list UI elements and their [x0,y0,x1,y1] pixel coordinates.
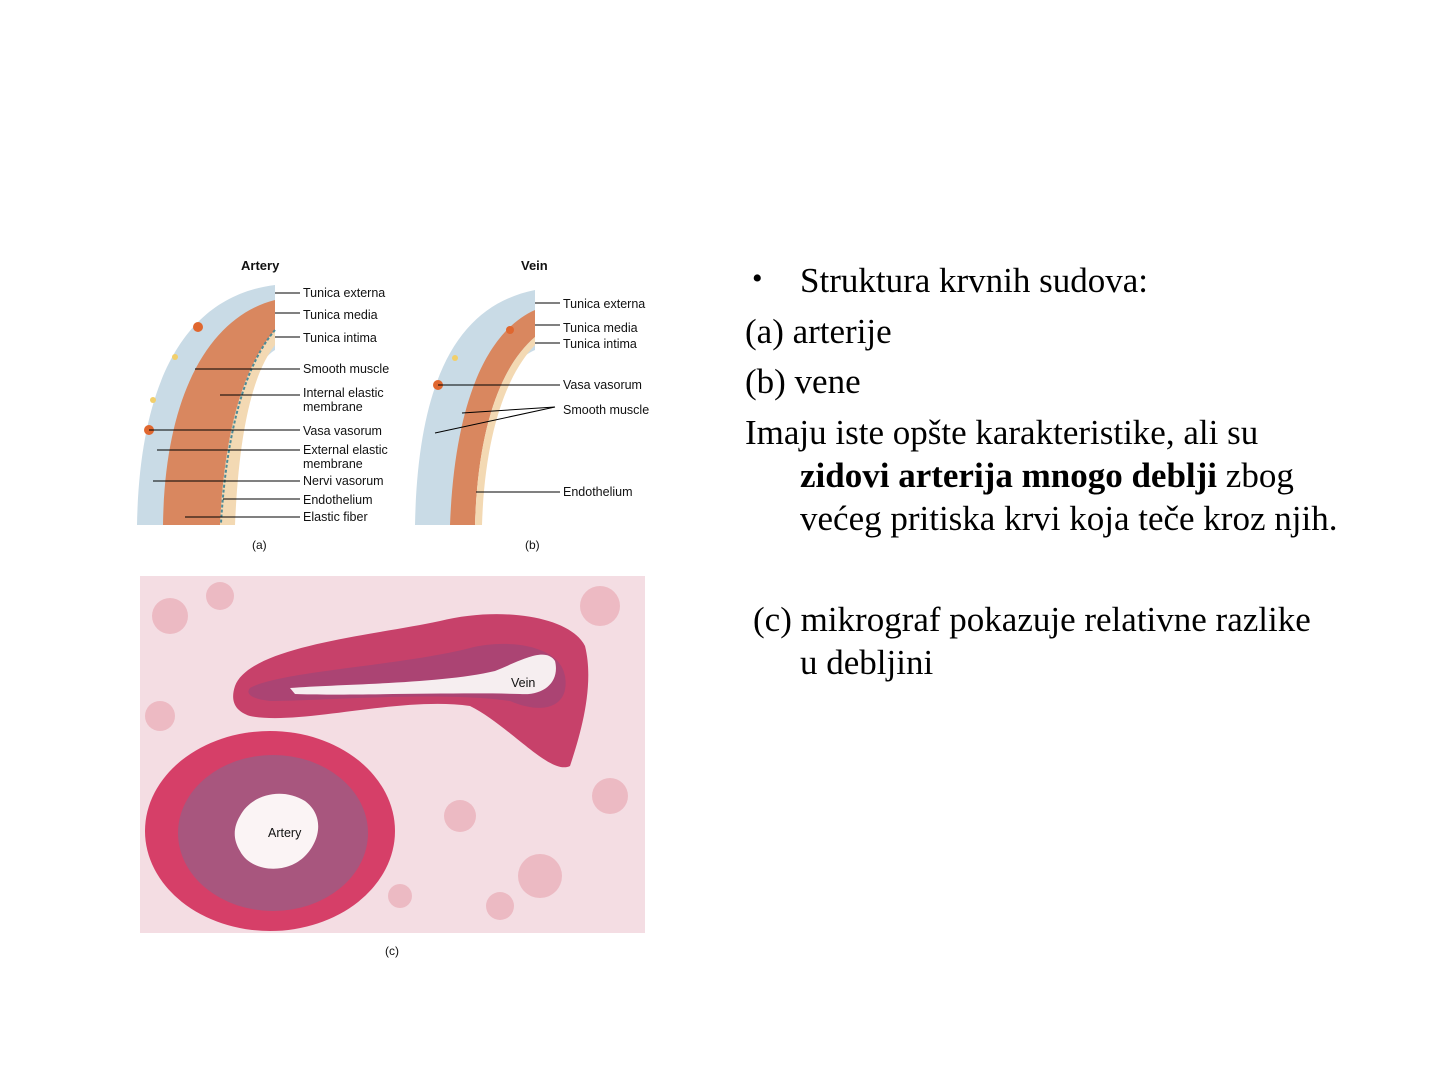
micrograph-artery-label: Artery [268,826,302,840]
artery-label: Elastic fiber [303,510,368,524]
bold-phrase: zidovi arterija mnogo deblji [800,456,1218,495]
caption-a: (a) [252,538,267,552]
text-line-desc-2 [800,454,1294,497]
text-line-c: (c) mikrograf pokazuje relativne razlike [753,600,1311,639]
vein-title: Vein [521,258,548,273]
artery-label: Internal elastic [303,386,384,400]
artery-label: Endothelium [303,493,373,507]
caption-c: (c) [385,944,399,958]
artery-label: Vasa vasorum [303,424,382,438]
artery-diagram [135,255,425,555]
artery-label: External elastic [303,443,388,457]
micrograph [140,576,645,966]
vein-label: Tunica externa [563,297,646,311]
text-line-desc: Imaju iste opšte karakteristike, ali su [745,413,1259,452]
bullet: • [752,262,763,295]
vein-label: Tunica media [563,321,638,335]
vein-label: Tunica intima [563,337,637,351]
heading-line: Struktura krvnih sudova: [800,261,1149,300]
vein-label: Smooth muscle [563,403,650,417]
artery-label: Tunica externa [303,286,386,300]
text-line-c-2: u debljini [800,643,934,682]
vein-diagram [410,255,670,555]
artery-label: Nervi vasorum [303,474,384,488]
text-line-b: (b) vene [745,362,861,401]
artery-label: Tunica media [303,308,378,322]
micrograph-vein-label: Vein [511,676,536,690]
text-line-desc-3: većeg pritiska krvi koja teče kroz njih. [800,499,1338,538]
artery-title: Artery [241,258,280,273]
vein-label: Vasa vasorum [563,378,642,392]
text-line-a: (a) arterije [745,312,892,351]
artery-label: membrane [303,400,363,414]
vein-label: Endothelium [563,485,633,499]
artery-label: Smooth muscle [303,362,390,376]
text-span: zbog [1217,456,1294,495]
caption-b: (b) [525,538,540,552]
artery-label: Tunica intima [303,331,377,345]
artery-label: membrane [303,457,363,471]
